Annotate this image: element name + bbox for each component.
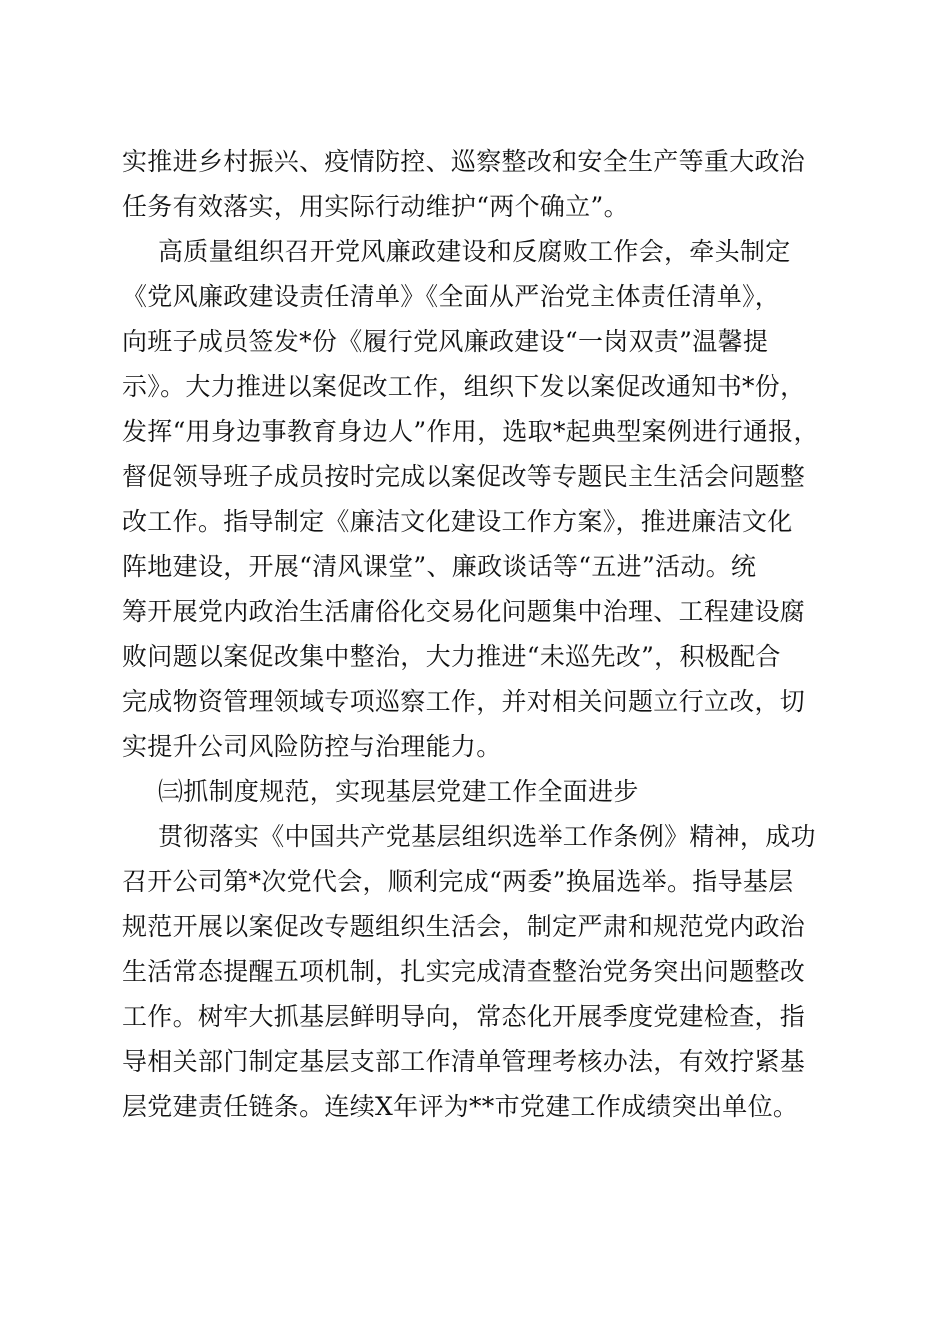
text-line: 实提升公司风险防控与治理能力。 <box>122 732 502 761</box>
section-heading: ㈢抓制度规范，实现基层党建工作全面进步 <box>158 777 639 806</box>
body-text <box>122 139 832 1129</box>
text-line: 生活常态提醒五项机制，扎实完成清查整治党务突出问题整改 <box>122 957 806 986</box>
text-line: 督促领导班子成员按时完成以案促改等专题民主生活会问题整 <box>122 462 806 491</box>
text-line: 筹开展党内政治生活庸俗化交易化问题集中治理、工程建设腐 <box>122 597 806 626</box>
text-line: 阵地建设，开展“清风课堂”、廉政谈话等“五进”活动。统 <box>122 552 757 581</box>
text-line: 高质量组织召开党风廉政建设和反腐败工作会，牵头制定 <box>158 237 791 266</box>
text-line: 发挥“用身边事教育身边人”作用，选取*起典型案例进行通报， <box>122 417 819 446</box>
text-line: 导相关部门制定基层支部工作清单管理考核办法，有效拧紧基 <box>122 1047 806 1076</box>
text-line: 召开公司第*次党代会，顺利完成“两委”换届选举。指导基层 <box>122 867 794 896</box>
text-line: 工作。树牢大抓基层鲜明导向，常态化开展季度党建检查，指 <box>122 1002 806 1031</box>
text-line: 示》。大力推进以案促改工作，组织下发以案促改通知书*份， <box>122 372 806 401</box>
text-line: 实推进乡村振兴、疫情防控、巡察整改和安全生产等重大政治 <box>122 147 806 176</box>
text-line: 完成物资管理领域专项巡察工作，并对相关问题立行立改，切 <box>122 687 806 716</box>
text-line: 败问题以案促改集中整治，大力推进“未巡先改”，积极配合 <box>122 642 781 671</box>
text-line: 任务有效落实，用实际行动维护“两个确立”。 <box>122 192 629 221</box>
text-line: 向班子成员签发*份《履行党风廉政建设“一岗双责”温馨提 <box>122 327 769 356</box>
text-line: 规范开展以案促改专题组织生活会，制定严肃和规范党内政治 <box>122 912 806 941</box>
text-line: 《党风廉政建设责任清单》《全面从严治党主体责任清单》， <box>122 282 781 311</box>
text-line: 改工作。指导制定《廉洁文化建设工作方案》，推进廉洁文化 <box>122 507 793 536</box>
text-line: 贯彻落实《中国共产党基层组织选举工作条例》精神，成功 <box>158 822 816 851</box>
text-line: 层党建责任链条。连续X年评为**市党建工作成绩突出单位。 <box>122 1092 799 1121</box>
